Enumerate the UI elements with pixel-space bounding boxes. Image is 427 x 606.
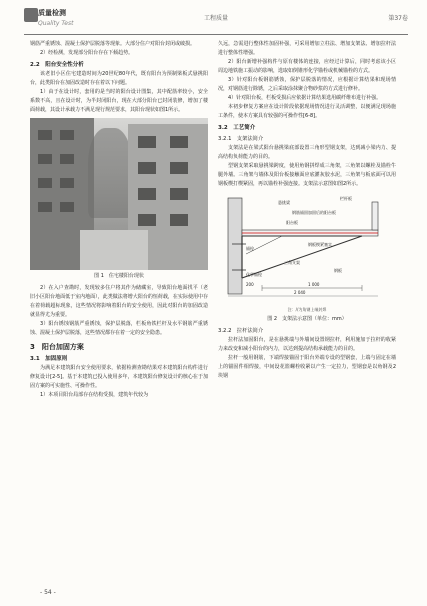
label-cushion: 钢板 xyxy=(334,268,342,273)
label-note-top: 钢板楔紧塞实 xyxy=(308,242,332,247)
paragraph: 3）阳台锈蚀钢筋严重锈蚀，保护层脱落，栏板角铁栏杆及水平钢筋严重锈蚀、混凝土保护层脱落，这些情况都存在着一定的安全隐患。 xyxy=(30,321,208,336)
figure-caption: 图 2 支架法示意图（单位：mm） xyxy=(267,316,347,322)
paragraph: 拉杆一般用钢筋，下端焊接锚固于阳台外端专设的型钢套，上端与固定在墙上的锚固件相焊接，中间设花篮螺栓收紧以产生一定拉力，型钢套是以角钢及2块钢 xyxy=(218,355,396,379)
paragraph: 支架法是在梁式阳台悬挑梁底部设置三角形型钢支架，达到减小梁内力、提高结构负荷能力的目的。 xyxy=(218,145,396,160)
section-heading: 3 阳台加固方案 xyxy=(30,343,84,351)
logo-text-en: Quality Test xyxy=(38,20,74,27)
paragraph: 该老旧小区住宅建造时间为20世纪80年代，既有阳台为预制梁板式悬挑阳台，此类阳台在加固改造时存在着以下问题。 xyxy=(30,71,208,86)
bracket-method-diagram xyxy=(222,192,392,300)
subsubsection-heading: 3.2.2 拉杆法简介 xyxy=(218,328,264,334)
section-heading: 2.2 阳台安全性分析 xyxy=(30,62,84,68)
label-rail: 栏杆板 xyxy=(340,196,352,201)
page-header xyxy=(24,6,408,35)
parapet xyxy=(372,202,378,230)
dim-bottom: 2 040 xyxy=(294,290,306,295)
paragraph: 1）本项目阳台局部存在结构受损，建筑年代较为 xyxy=(40,392,149,398)
balcony-photo xyxy=(30,118,208,270)
label-rebar: 钢筋锚固加固后的阳台板 xyxy=(292,210,336,215)
paragraph: 型钢支架采取悬挑梁跨度，使用角钢拼焊成三角架，三角架以螺栓及锚栓牛腿外墙。三角架与墙体及阳台板接触面应底灌灰胶水泥，三角架与板底面可以用钢板楔打楔紧固，再以锚栓补强连接。支架法示意图如图2所示。 xyxy=(218,163,396,187)
paragraph: 2）阳台新增补强构件与原有楼体的连接，应经过计算后，同时考虑该小区周边地铁施工振动的影响，选取如倒锥形化学锚栓或机械锚栓的方式。 xyxy=(218,59,396,74)
paragraph: 4）针对阳台板，栏板受损后应依据计算结果选用碳纤维布进行补强。 xyxy=(228,95,382,101)
paragraph: 3）针对阳台板钢筋锈蚀，保护层脱落的情况，应根据计算结果和现场情况，对钢筋进行除锈，之后采取涂抹聚合物砂浆的方式进行修补。 xyxy=(218,77,396,92)
label-slab: 阳台板 xyxy=(286,220,298,225)
subsubsection-heading: 3.2.1 支架法简介 xyxy=(218,136,264,142)
subsection-heading: 3.1 加固原则 xyxy=(30,356,68,362)
left-column xyxy=(30,40,208,400)
paragraph: 本初步修复方案应在设计阶段依据现场情况进行灵活调整，以便满足现场施工条件，使本方案具有较强的可操作性[6-8]。 xyxy=(218,104,396,119)
page-number: - 54 - xyxy=(40,589,56,596)
label-beam: 悬挑梁 xyxy=(278,200,290,205)
dim-left: 200 xyxy=(246,282,254,287)
label-anchor: 锚栓 xyxy=(246,246,254,251)
figure-caption: 图 1 住宅楼阳台现状 xyxy=(94,273,144,279)
figure-note: 注：//为角钢上端封焊 xyxy=(287,307,327,312)
paragraph: 2）在入户查勘时，发现较多住户将其作为储藏室，导致阳台地面找平（老旧小区阳台地面低于室内地面），此类做法将增大阳台的恒荷载，在实际使用中存在着荷载超标现象，这些情况将影响着阳台的安全使用，因此对阳台的加固改造就显得尤为重要。 xyxy=(30,285,208,318)
journal-title: 工程质量 xyxy=(203,15,228,22)
volume-number: 第37卷 xyxy=(388,15,408,22)
label-bracket: 三角支架 xyxy=(284,260,300,265)
paragraph: 为满足本建筑阳台安全使用要求，依据检测查勘结果对本建筑阳台构件进行修复设计[2-5]。基于本建筑已投入使用多年，本建筑阳台修复设计的核心在于加固方案的可实施性、可操作性。 xyxy=(30,365,208,389)
paragraph: 2）经检测，发现部分阳台存在下倾趋势。 xyxy=(40,50,134,56)
paragraph: 1）由于在设计时，套用的是当时的阳台设计图集，其中配筋率较小，安全系数不高，且在设计时，为半封闭阳台，现在大部分阳台已封闭装修，增加了楼面荷载，其设计承载力不满足现行规范要求，其阳台现状如图1所示。 xyxy=(30,89,208,113)
paragraph: 钢筋严重锈蚀、混凝土保护层脱落等现象。大部分住户对阳台封闭或破损。 xyxy=(30,41,196,47)
subsection-heading: 3.2 工艺简介 xyxy=(218,125,256,131)
logo-text-cn: 质量检测 xyxy=(38,9,66,17)
dim-right: 1 000 xyxy=(308,282,320,287)
right-column xyxy=(218,40,396,381)
paragraph: 久远，急需进行整体性加固补强，可采用增加立柱法、增加支架法、增加拉杆法进行整体性增强。 xyxy=(218,41,396,56)
label-bolt: 化学锚栓 xyxy=(246,272,262,277)
paragraph: 拉杆法加固阳台，是在悬挑端与外墙间设置钢拉杆，利用施加于拉杆的收紧力来改变和减小阳台的内力，以达到提高结构承载能力的目的。 xyxy=(218,337,396,352)
wall xyxy=(228,198,242,294)
